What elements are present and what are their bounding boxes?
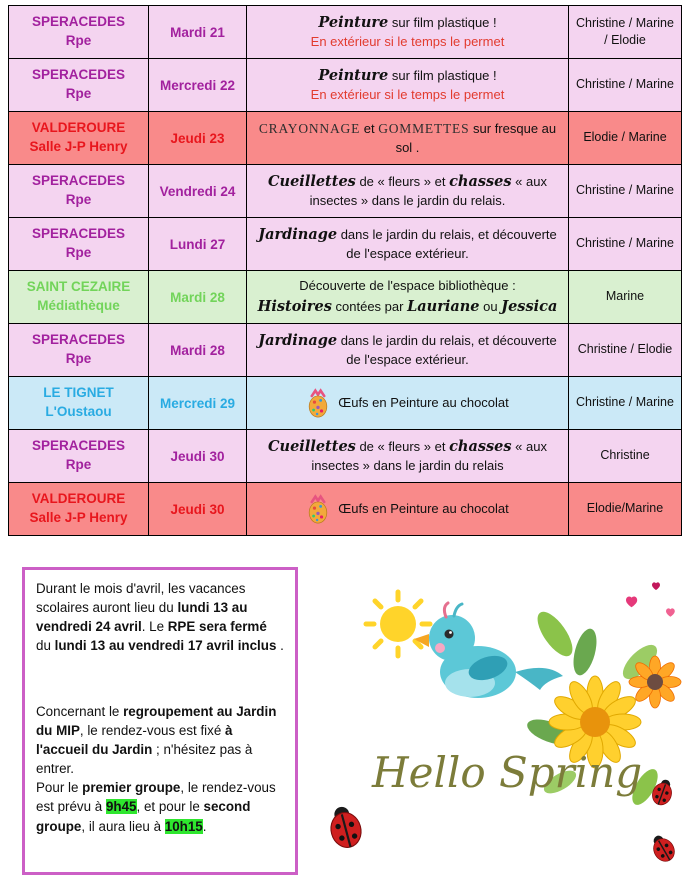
location-cell	[9, 430, 149, 483]
location-cell	[9, 377, 149, 430]
activity-text: Cueillettes	[268, 438, 356, 456]
date-cell: Lundi 27	[149, 218, 247, 271]
activity-text: chasses	[449, 173, 512, 191]
table-row	[9, 430, 682, 483]
date-cell: Jeudi 30	[149, 430, 247, 483]
location-name: SAINT CEZAIRE	[26, 279, 131, 295]
flower-icon	[629, 656, 681, 708]
staff-cell: Christine / Elodie	[569, 324, 682, 377]
activity-note: En extérieur si le temps le permet	[310, 34, 505, 50]
staff-cell: Christine / Marine	[569, 218, 682, 271]
location-cell	[9, 218, 149, 271]
activity-schedule-table	[8, 5, 682, 536]
sun-icon	[366, 592, 430, 656]
location-name: SPERACEDES	[31, 14, 126, 30]
activity-text: et	[360, 120, 379, 136]
groups-notice	[36, 778, 284, 835]
staff-cell: Elodie / Marine	[569, 112, 682, 165]
notice-text: lundi 13 au vendredi 17 avril inclus	[54, 638, 277, 654]
location-name: SPERACEDES	[31, 226, 126, 242]
notice-text: lundi 13 au vendredi 24 avril	[36, 600, 248, 635]
location-cell	[9, 6, 149, 59]
staff-cell: Christine / Marine	[569, 377, 682, 430]
activity-text: « aux insectes » dans le jardin du relais	[311, 439, 547, 474]
table-row	[9, 112, 682, 165]
activity-text: Œufs en Peinture au chocolat	[338, 500, 509, 516]
notice-text: Pour le	[36, 780, 83, 796]
location-cell	[9, 165, 149, 218]
notice-text: , il aura lieu à	[81, 818, 165, 834]
activity-text: Œufs en Peinture au chocolat	[338, 394, 509, 410]
activity-text: sur film plastique !	[388, 68, 497, 84]
table-row	[9, 483, 682, 536]
location-cell	[9, 271, 149, 324]
location-cell	[9, 59, 149, 112]
activity-text: dans le jardin du relais, et découverte de l'espace extérieur.	[337, 333, 557, 368]
notice-text: , le rendez-vous est fixé	[79, 722, 226, 738]
notice-text: Concernant le	[36, 703, 124, 719]
activity-text: chasses	[449, 438, 512, 456]
notice-text: , et pour le	[136, 799, 204, 815]
activity-text: de « fleurs » et	[355, 439, 450, 455]
time-highlight: 10h15	[164, 818, 203, 834]
location-cell	[9, 483, 149, 536]
activity-cell	[247, 430, 569, 483]
hearts-icon	[626, 582, 675, 616]
notice-text: Durant le mois d'avril, les vacances scolaires auront lieu du	[36, 581, 246, 616]
location-name: VALDEROURE	[31, 120, 126, 136]
location-room: Salle J-P Henry	[29, 510, 128, 525]
activity-text: Jardinage	[258, 226, 338, 244]
ladybug-icon	[326, 803, 365, 850]
staff-cell: Christine / Marine	[569, 59, 682, 112]
activity-cell	[247, 218, 569, 271]
location-cell	[9, 112, 149, 165]
staff-cell: Elodie/Marine	[569, 483, 682, 536]
notice-text: second groupe	[36, 799, 251, 834]
notice-text: du	[36, 638, 55, 654]
activity-text: Peinture	[318, 14, 389, 32]
activity-text: dans le jardin du relais, et découverte de l'espace extérieur.	[337, 227, 557, 262]
location-room: Salle J-P Henry	[29, 139, 128, 154]
table-row	[9, 59, 682, 112]
location-room: Rpe	[65, 351, 92, 366]
activity-text: « aux insectes » dans le jardin du relais.	[309, 174, 547, 209]
activity-text: sur film plastique !	[388, 15, 497, 31]
notice-text: premier groupe	[82, 780, 181, 796]
spring-illustration	[300, 572, 689, 884]
activity-text: Jardinage	[258, 332, 338, 350]
activity-cell	[247, 165, 569, 218]
location-room: Médiathèque	[37, 298, 120, 313]
notice-text: ; n'hésitez pas à entrer.	[36, 741, 253, 777]
easter-egg-icon	[306, 494, 330, 524]
location-room: Rpe	[65, 457, 92, 472]
activity-text: Lauriane	[407, 297, 480, 315]
date-cell: Jeudi 30	[149, 483, 247, 536]
location-room: Rpe	[65, 245, 92, 260]
notice-text: RPE sera fermé	[167, 619, 267, 635]
vacation-notice	[36, 579, 284, 656]
staff-cell: Christine	[569, 430, 682, 483]
location-room: Rpe	[65, 33, 92, 48]
time-highlight: 9h45	[105, 799, 137, 815]
location-name: LE TIGNET	[43, 385, 114, 401]
activity-cell	[247, 271, 569, 324]
activity-cell	[247, 377, 569, 430]
activity-text: GOMMETTES	[378, 120, 470, 136]
activity-text: de « fleurs » et	[355, 174, 450, 190]
date-cell: Mardi 28	[149, 271, 247, 324]
location-cell	[9, 324, 149, 377]
location-name: SPERACEDES	[31, 67, 126, 83]
location-room: Rpe	[65, 192, 92, 207]
notice-text: .	[202, 818, 207, 834]
date-cell: Jeudi 23	[149, 112, 247, 165]
notice-text: , le rendez-vous est prévu à	[36, 780, 276, 815]
table-row	[9, 377, 682, 430]
location-name: VALDEROURE	[31, 491, 126, 507]
table-row	[9, 165, 682, 218]
easter-egg-icon	[306, 388, 330, 418]
date-cell: Mardi 28	[149, 324, 247, 377]
date-cell: Vendredi 24	[149, 165, 247, 218]
activity-cell	[247, 324, 569, 377]
table-row	[9, 218, 682, 271]
location-room: Rpe	[65, 86, 92, 101]
meeting-notice	[36, 702, 284, 779]
activity-text: Peinture	[318, 67, 389, 85]
activity-cell	[247, 6, 569, 59]
activity-cell	[247, 112, 569, 165]
spring-illustration-svg	[300, 572, 689, 884]
info-box	[22, 567, 298, 875]
activity-text: contées par	[331, 298, 408, 314]
location-name: SPERACEDES	[31, 173, 126, 189]
activity-text: sur fresque au sol .	[395, 120, 557, 155]
notice-text: .	[276, 638, 284, 654]
ladybug-icon	[648, 831, 679, 865]
activity-text: Histoires	[257, 297, 332, 315]
activity-text: Jessica	[501, 297, 558, 315]
activity-text: Cueillettes	[268, 173, 356, 191]
activity-cell	[247, 483, 569, 536]
staff-cell: Christine / Marine / Elodie	[569, 6, 682, 59]
activity-text: Découverte de l'espace bibliothèque :	[299, 278, 516, 294]
date-cell: Mercredi 29	[149, 377, 247, 430]
activity-cell	[247, 59, 569, 112]
date-cell: Mardi 21	[149, 6, 247, 59]
table-row	[9, 324, 682, 377]
table-row	[9, 6, 682, 59]
notice-text: à l'accueil du Jardin	[36, 722, 233, 757]
location-room: L'Oustaou	[45, 404, 112, 419]
table-row	[9, 271, 682, 324]
location-name: SPERACEDES	[31, 332, 126, 348]
location-name: SPERACEDES	[31, 438, 126, 454]
activity-text: CRAYONNAGE	[258, 120, 361, 136]
hello-spring-text: Hello Spring	[372, 748, 643, 797]
date-cell: Mercredi 22	[149, 59, 247, 112]
activity-text: ou	[479, 298, 502, 314]
notice-text: regroupement au Jardin du MIP	[36, 703, 277, 738]
staff-cell: Marine	[569, 271, 682, 324]
staff-cell: Christine / Marine	[569, 165, 682, 218]
activity-note: En extérieur si le temps le permet	[310, 87, 505, 103]
notice-text: . Le	[141, 619, 168, 635]
